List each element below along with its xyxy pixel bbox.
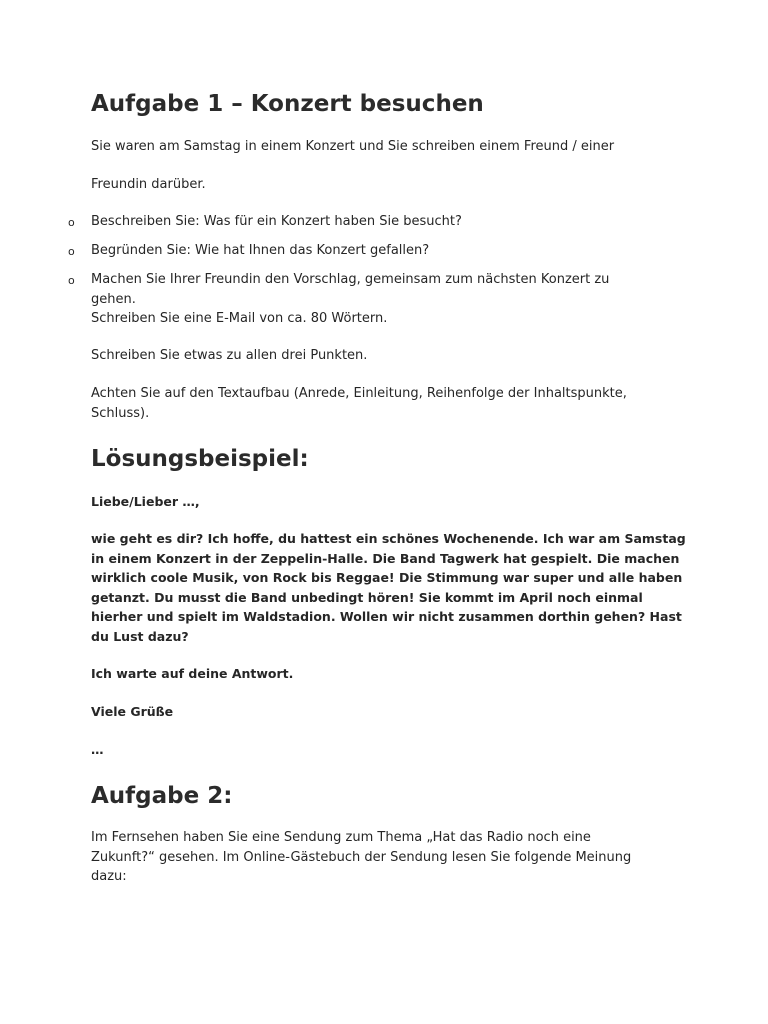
task1-heading: Aufgabe 1 – Konzert besuchen (91, 91, 484, 117)
bullet-marker-3: o (68, 274, 75, 287)
solution-heading: Lösungsbeispiel: (91, 446, 309, 472)
solution-salutation: Liebe/Lieber …, (91, 494, 200, 509)
bullet-marker-2: o (68, 245, 75, 258)
task1-instruction-structure: Achten Sie auf den Textaufbau (Anrede, Einleitung, Reihenfolge der Inhaltspunkte, Schluss). (91, 386, 627, 421)
task1-bullet-1: Beschreiben Sie: Was für ein Konzert haben Sie besucht? (91, 214, 462, 229)
task2-intro: Im Fernsehen haben Sie eine Sendung zum Thema „Hat das Radio noch eine Zukunft?“ gesehen. Im Online-Gästebuch der Sendung lesen Sie folgende Meinung dazu: (91, 830, 632, 884)
solution-body: wie geht es dir? Ich hoffe, du hattest ein schönes Wochenende. Ich war am Samstag in einem Konzert in der Zeppelin-Halle. Die Band Tagwerk hat gespielt. Die machen wirklich coole Musik, von Rock bis Reggae! Die Stimmung war super und alle haben getanzt. Du musst die Band unbedingt hören! Sie kommt im April noch einmal hierher und spielt im Waldstadion. Wollen wir nicht zusammen dorthin gehen? Hast du Lust dazu? (91, 531, 686, 644)
bullet-marker-1: o (68, 216, 75, 229)
solution-closing-1: Ich warte auf deine Antwort. (91, 666, 294, 681)
task2-heading: Aufgabe 2: (91, 783, 233, 809)
solution-signature: … (91, 742, 104, 757)
task1-bullet-2: Begründen Sie: Wie hat Ihnen das Konzert gefallen? (91, 243, 430, 258)
task1-intro-line1: Sie waren am Samstag in einem Konzert und Sie schreiben einem Freund / einer (91, 139, 615, 154)
task1-instruction-email: Schreiben Sie eine E-Mail von ca. 80 Wörtern. (91, 311, 388, 326)
task1-intro-line2: Freundin darüber. (91, 177, 206, 192)
task1-instruction-points: Schreiben Sie etwas zu allen drei Punkten. (91, 348, 368, 363)
solution-closing-2: Viele Grüße (91, 704, 174, 719)
task1-bullet-3: Machen Sie Ihrer Freundin den Vorschlag, gemeinsam zum nächsten Konzert zu gehen. (91, 272, 610, 307)
